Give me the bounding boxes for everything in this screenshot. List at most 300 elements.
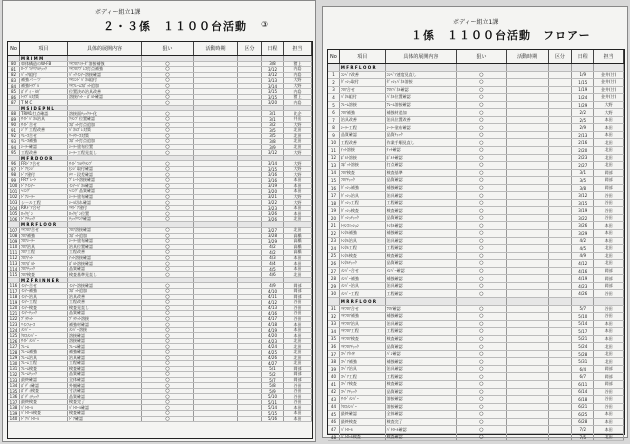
cell-date: 4/26 <box>572 290 594 297</box>
table-row <box>328 434 624 442</box>
column-header: 項目 <box>20 42 68 55</box>
cell-who: 谷田 <box>594 207 624 214</box>
cell-content: ﾁｪｯｸﾘﾝｸ確認 <box>68 217 142 222</box>
cell-no: 12 <box>328 155 340 162</box>
cell-who: 大野 <box>284 84 312 89</box>
cell-mark: ○ <box>457 411 507 418</box>
cell-item: M F R F L O O R <box>340 64 386 71</box>
cell-item: ﾎﾞﾃﾞｨ検査 <box>20 389 68 394</box>
cell-item: ﾌﾛｱ検査 <box>20 272 68 277</box>
cell-empty <box>507 94 549 101</box>
cell-mark: ○ <box>142 111 194 116</box>
cell-empty <box>507 426 549 433</box>
cell-date: 1/24 <box>572 94 594 101</box>
cell-item: ﾄﾝﾈﾙ補強 <box>340 230 386 237</box>
cell-who: 大野 <box>284 161 312 166</box>
cell-date: 5/14 <box>262 405 284 410</box>
cell-content: 工程確認 <box>68 361 142 366</box>
cell-empty <box>507 434 549 441</box>
cell-item: ﾒﾝﾊﾞｰ治具 <box>340 283 386 290</box>
cell-mark: ○ <box>142 328 194 333</box>
cell-empty <box>238 283 262 288</box>
cell-date: 5/31 <box>572 358 594 365</box>
cell-who: 北田 <box>594 147 624 154</box>
cell-mark: ○ <box>457 147 507 154</box>
cell-no: 126 <box>8 339 20 344</box>
cell-who: 内島 <box>284 89 312 94</box>
cell-item: ｻｲﾄﾞﾒﾝﾊﾞｰ <box>20 339 68 344</box>
cell-mark: ○ <box>142 178 194 183</box>
cell-empty <box>507 230 549 237</box>
cell-date: 3/23 <box>262 206 284 211</box>
cell-content: ﾋﾝｼﾞ取付確認 <box>68 167 142 172</box>
cell-no: 10 <box>328 139 340 146</box>
cell-date: 4/9 <box>572 253 594 260</box>
cell-date <box>262 156 284 161</box>
cell-mark: ○ <box>142 73 194 78</box>
cell-who: 大野 <box>284 150 312 155</box>
cell-mark: ○ <box>142 150 194 155</box>
table-row <box>328 117 624 125</box>
cell-item: ﾌﾞﾗｹｯﾄ <box>20 317 68 322</box>
cell-mark: ○ <box>457 268 507 275</box>
cell-date: 5/15 <box>262 411 284 416</box>
cell-no: 40 <box>328 373 340 380</box>
cell-content: ﾘﾔﾌﾛｱﾐﾗ‐ﾀﾞ溶接補強 <box>68 62 142 67</box>
cell-no <box>328 298 340 305</box>
cell-empty <box>194 178 238 183</box>
cell-empty <box>194 78 238 83</box>
cell-item: ﾊﾟﾄﾛｰﾙ <box>340 426 386 433</box>
cell-empty <box>238 417 262 422</box>
cell-no: 23 <box>328 238 340 245</box>
cell-mark: ○ <box>457 426 507 433</box>
cell-mark: ○ <box>457 245 507 252</box>
cell-content: 品質確認 <box>68 311 142 316</box>
cell-who: 本田 <box>594 411 624 418</box>
cell-who: 金井(甘) <box>594 72 624 79</box>
cell-empty <box>194 328 238 333</box>
cell-empty <box>549 215 573 222</box>
cell-content: ﾀﾞｯｼｭﾊﾟﾈﾙ溶接 <box>386 79 458 86</box>
column-header: No <box>8 42 20 55</box>
cell-item: ﾘﾔﾌﾛｱ工程 <box>340 328 386 335</box>
cell-mark: ○ <box>457 275 507 282</box>
table-row <box>328 404 624 412</box>
cell-empty <box>238 206 262 211</box>
cell-date: 3/29 <box>572 230 594 237</box>
cell-no: 6 <box>328 109 340 116</box>
cell-empty <box>238 211 262 216</box>
cell-who: 内島 <box>284 67 312 72</box>
cell-who: 岡部 <box>594 170 624 177</box>
table-row <box>328 155 624 163</box>
cell-no: 37 <box>328 351 340 358</box>
cell-item: ｼｰﾗｰ工程 <box>340 124 386 131</box>
cell-who: 北田 <box>284 361 312 366</box>
cell-date: 3/12 <box>262 150 284 155</box>
cell-empty <box>507 253 549 260</box>
cell-empty <box>194 367 238 372</box>
cell-content: ｸﾗﾝﾌﾟ位置確認 <box>68 117 142 122</box>
left-header <box>3 1 315 41</box>
cell-empty <box>238 350 262 355</box>
cell-date: 3/12 <box>262 73 284 78</box>
cell-item: シール工程 <box>20 200 68 205</box>
cell-no: 116 <box>8 283 20 288</box>
cell-mark: ○ <box>457 358 507 365</box>
cell-mark: ○ <box>457 253 507 260</box>
cell-who: 谷田 <box>284 394 312 399</box>
cell-empty <box>549 147 573 154</box>
cell-empty <box>507 389 549 396</box>
cell-empty <box>194 311 238 316</box>
cell-no: 88 <box>8 111 20 116</box>
cell-item: FRﾌﾟﾚｰﾄ <box>20 178 68 183</box>
cell-empty <box>549 290 573 297</box>
cell-empty <box>507 245 549 252</box>
cell-mark: ○ <box>457 336 507 343</box>
cell-empty <box>238 62 262 67</box>
cell-no: 103 <box>8 200 20 205</box>
cell-no: 45 <box>328 411 340 418</box>
cell-no: 105 <box>8 211 20 216</box>
column-header: 担当 <box>284 42 312 55</box>
cell-item: ﾄﾝﾈﾙ工程 <box>340 245 386 252</box>
cell-empty <box>194 372 238 377</box>
cell-empty <box>238 245 262 250</box>
cell-mark: ○ <box>142 283 194 288</box>
cell-no: 18 <box>328 200 340 207</box>
cell-mark: ○ <box>142 378 194 383</box>
cell-content: ｽﾎﾟｯﾄ追加 <box>68 234 142 239</box>
cell-item: ｽﾍﾟｱ検査 <box>340 381 386 388</box>
cell-content: 治具改善 <box>68 295 142 300</box>
right-table <box>327 49 625 441</box>
cell-who: 高橋 <box>284 234 312 239</box>
cell-no: 117 <box>8 289 20 294</box>
cell-no: 99 <box>8 178 20 183</box>
cell-no: 8 <box>328 124 340 131</box>
cell-content: ｽﾎﾟｯﾄ打点追加 <box>68 139 142 144</box>
cell-date: 4/19 <box>262 328 284 333</box>
cell-mark: ○ <box>142 295 194 300</box>
cell-content: 補強確認 <box>386 313 458 320</box>
table-row <box>328 396 624 404</box>
cell-item: FRﾄﾞｱ合せ <box>20 161 68 166</box>
cell-no: 43 <box>328 396 340 403</box>
cell-no: 98 <box>8 172 20 177</box>
cell-mark: ○ <box>142 189 194 194</box>
cell-empty <box>238 267 262 272</box>
cell-empty <box>238 184 262 189</box>
cell-who <box>594 64 624 71</box>
cell-item: ｻｲﾄﾞ合せ <box>20 123 68 128</box>
cell-no: 17 <box>328 192 340 199</box>
cell-empty <box>238 150 262 155</box>
cell-item: ﾊﾟﾄﾛｰﾙ検査 <box>340 434 386 441</box>
table-row <box>328 411 624 419</box>
cell-who: 北田 <box>594 155 624 162</box>
table-row <box>328 321 624 329</box>
cell-empty <box>194 234 238 239</box>
cell-date: 3/21 <box>262 195 284 200</box>
cell-content: ﾌﾛｱﾊﾟﾈﾙ確認 <box>386 87 458 94</box>
cell-mark: ○ <box>142 161 194 166</box>
cell-item: ﾊﾟﾄﾛｰﾙ検査 <box>20 411 68 416</box>
cell-content: 検査確認 <box>386 381 458 388</box>
cell-mark: ○ <box>142 145 194 150</box>
cell-content: ｼｰﾗｰ塗布確認 <box>68 195 142 200</box>
cell-empty <box>194 145 238 150</box>
cell-date: 4/2 <box>262 245 284 250</box>
cell-empty <box>194 267 238 272</box>
cell-empty <box>549 343 573 350</box>
cell-empty <box>194 62 238 67</box>
cell-who: 大野 <box>284 172 312 177</box>
cell-no: 109 <box>8 239 20 244</box>
cell-content: ﾎﾞﾙﾄ溶接確認 <box>68 261 142 266</box>
cell-date: 7/5 <box>572 434 594 441</box>
cell-content: 補強材確認 <box>68 322 142 327</box>
cell-empty <box>194 333 238 338</box>
cell-date: 4/18 <box>262 322 284 327</box>
cell-empty <box>238 178 262 183</box>
cell-content: ﾌﾞﾗｹｯﾄ溶接 <box>68 317 142 322</box>
table-row <box>328 253 624 261</box>
cell-empty <box>194 278 238 283</box>
cell-no: 97 <box>8 167 20 172</box>
cell-empty <box>194 128 238 133</box>
cell-who: 本田 <box>594 117 624 124</box>
cell-empty <box>194 389 238 394</box>
right-title: １係 １１００台活動 フロアー <box>411 29 591 42</box>
cell-empty <box>194 383 238 388</box>
cell-who: 大野 <box>284 167 312 172</box>
cell-date: 4/24 <box>262 344 284 349</box>
cell-no: 133 <box>8 378 20 383</box>
cell-who: 井出 <box>284 117 312 122</box>
cell-mark: ○ <box>457 222 507 229</box>
cell-who: 大野 <box>594 109 624 116</box>
cell-empty <box>507 396 549 403</box>
cell-date: 4/10 <box>262 289 284 294</box>
cell-empty <box>507 139 549 146</box>
cell-item: ｲﾝﾅｰﾁｪｯｸ <box>20 311 68 316</box>
cell-empty <box>194 100 238 105</box>
cell-mark: ○ <box>457 72 507 79</box>
cell-mark: ○ <box>142 417 194 422</box>
cell-mark: ○ <box>457 306 507 313</box>
cell-empty <box>238 56 262 61</box>
cell-content: ｻｲﾄﾞﾏﾙﾁｸﾗﾝﾌﾟ <box>68 161 142 166</box>
cell-content: 品質確認 <box>386 260 458 267</box>
cell-empty <box>238 195 262 200</box>
cell-who: 内島 <box>284 100 312 105</box>
cell-empty <box>549 109 573 116</box>
cell-who: 北田 <box>284 217 312 222</box>
cell-empty <box>194 211 238 216</box>
cell-item: ｻｲﾄﾞﾊﾟﾈﾙ治具 <box>20 117 68 122</box>
table-row <box>328 162 624 170</box>
cell-no: 84 <box>8 84 20 89</box>
cell-content: ﾄﾝﾈﾙ確認 <box>386 222 458 229</box>
cell-date: 5/24 <box>572 343 594 350</box>
cell-date: 4/2 <box>572 238 594 245</box>
cell-item: 工程改善 <box>340 139 386 146</box>
cell-empty <box>549 275 573 282</box>
cell-who: 岡部 <box>284 295 312 300</box>
cell-item: ﾄﾝﾈﾙ検査 <box>340 253 386 260</box>
cell-item: M Z F R I N N E R <box>20 278 68 283</box>
cell-empty <box>549 155 573 162</box>
cell-content: 補強確認 <box>386 358 458 365</box>
cell-who: 高橋 <box>284 245 312 250</box>
cell-mark: ○ <box>142 89 194 94</box>
cell-empty <box>238 278 262 283</box>
cell-mark: ○ <box>457 139 507 146</box>
cell-empty <box>549 200 573 207</box>
cell-no: 16 <box>328 185 340 192</box>
cell-item: ﾄﾝﾈﾙ治具 <box>340 238 386 245</box>
cell-date: 3/20 <box>262 189 284 194</box>
cell-mark: ○ <box>142 311 194 316</box>
cell-date: 3/14 <box>262 161 284 166</box>
cell-empty <box>507 132 549 139</box>
cell-no: 24 <box>328 245 340 252</box>
table-row <box>328 245 624 253</box>
cell-no: 31 <box>328 306 340 313</box>
cell-item: ｽﾍﾟｱﾀｲﾔ <box>340 351 386 358</box>
cell-empty <box>194 306 238 311</box>
cell-no: 11 <box>328 147 340 154</box>
cell-no: 120 <box>8 306 20 311</box>
cell-mark: ○ <box>457 419 507 426</box>
table-row <box>328 94 624 102</box>
cell-mark: ○ <box>457 185 507 192</box>
cell-item: ﾌﾛｱﾁｪｯｸ <box>340 177 386 184</box>
cell-item: ｲﾝﾅｰ補強 <box>20 289 68 294</box>
cell-date: 5/16 <box>262 417 284 422</box>
cell-content: 溶接確認 <box>386 404 458 411</box>
cell-empty <box>194 317 238 322</box>
cell-item: ﾘﾚｰｽ補強 <box>20 139 68 144</box>
cell-date: 4/4 <box>262 261 284 266</box>
cell-content: 検査確認 <box>386 434 458 441</box>
table-row <box>328 177 624 185</box>
cell-item: ﾊﾟﾄﾛｰﾙ <box>20 405 68 410</box>
cell-empty <box>238 405 262 410</box>
cell-no <box>8 106 20 111</box>
cell-date: 4/23 <box>572 283 594 290</box>
cell-date: 3/1 <box>572 170 594 177</box>
cell-content: ﾄﾞｱ確認 <box>68 417 142 422</box>
cell-mark: ○ <box>142 367 194 372</box>
cell-date: 4/23 <box>262 339 284 344</box>
cell-who: 谷田 <box>594 306 624 313</box>
cell-date: 6/7 <box>572 373 594 380</box>
cell-empty <box>238 389 262 394</box>
table-row <box>328 207 624 215</box>
cell-item: 治具改善 <box>340 117 386 124</box>
cell-content: ﾘﾔﾌﾛｱﾌﾟﾚｽ打点補強 <box>68 67 142 72</box>
cell-content: ｺﾝﾍﾞｱ速度見直し <box>386 72 458 79</box>
cell-empty <box>194 400 238 405</box>
cell-empty <box>507 222 549 229</box>
cell-date <box>572 298 594 305</box>
cell-no: 30 <box>328 290 340 297</box>
cell-date <box>262 106 284 111</box>
cell-no: 106 <box>8 217 20 222</box>
table-row <box>328 238 624 246</box>
cell-empty <box>507 87 549 94</box>
cell-mark: ○ <box>142 62 194 67</box>
cell-date: 4/16 <box>262 311 284 316</box>
cell-empty <box>549 253 573 260</box>
cell-content: 溶接面ﾁｪｯｸﾗｰ化 <box>68 111 142 116</box>
cell-content: ｼｰﾗｰ塗布確認 <box>68 239 142 244</box>
cell-item: ｽﾎﾟｯﾄ溶接 <box>340 162 386 169</box>
cell-item: ｻｲﾄﾞﾒﾝﾊﾞｰ <box>340 396 386 403</box>
cell-empty <box>194 89 238 94</box>
cell-content: 打点確認 <box>386 162 458 169</box>
cell-content: 工程改善 <box>68 250 142 255</box>
cell-date: 3/13 <box>262 78 284 83</box>
cell-empty <box>194 405 238 410</box>
cell-item: ﾛｯｸﾋﾟﾝ <box>20 211 68 216</box>
cell-date: 3/28 <box>262 234 284 239</box>
cell-empty <box>194 73 238 78</box>
cell-empty <box>549 260 573 267</box>
cell-date: 4/16 <box>572 268 594 275</box>
cell-mark: ○ <box>142 195 194 200</box>
cell-empty <box>194 189 238 194</box>
cell-empty <box>194 239 238 244</box>
cell-who: 北田 <box>284 139 312 144</box>
right-dept: ボディー組立1課 <box>453 19 499 26</box>
cell-item: M R R F L O O R <box>20 222 68 227</box>
cell-date: 3/12 <box>572 192 594 199</box>
cell-date <box>262 56 284 61</box>
table-row <box>328 79 624 87</box>
cell-item: ﾘﾔﾌﾛｱﾁｪｯｸ <box>340 343 386 350</box>
cell-empty <box>238 189 262 194</box>
cell-empty <box>507 306 549 313</box>
cell-empty <box>238 84 262 89</box>
table-row <box>328 336 624 344</box>
cell-item: ﾀﾞｯｼｭ治具 <box>340 192 386 199</box>
cell-item: 補強ﾄﾗﾌﾞﾙ <box>20 84 68 89</box>
cell-empty <box>507 155 549 162</box>
cell-mark: ○ <box>142 134 194 139</box>
cell-empty <box>238 306 262 311</box>
cell-content: 品質ﾁｪｯｸ <box>386 132 458 139</box>
cell-content: 寸法確認 <box>68 389 142 394</box>
cell-empty <box>238 128 262 133</box>
cell-date: 5/2 <box>262 372 284 377</box>
cell-mark: ○ <box>457 117 507 124</box>
cell-date: 1/9 <box>572 72 594 79</box>
cell-no: 32 <box>328 313 340 320</box>
cell-no: 35 <box>328 336 340 343</box>
cell-who: 岡部 <box>284 372 312 377</box>
cell-content: 工程確認 <box>386 200 458 207</box>
cell-empty <box>507 328 549 335</box>
table-row <box>328 290 624 298</box>
cell-mark: ○ <box>142 78 194 83</box>
cell-no <box>8 156 20 161</box>
cell-content <box>68 100 142 105</box>
